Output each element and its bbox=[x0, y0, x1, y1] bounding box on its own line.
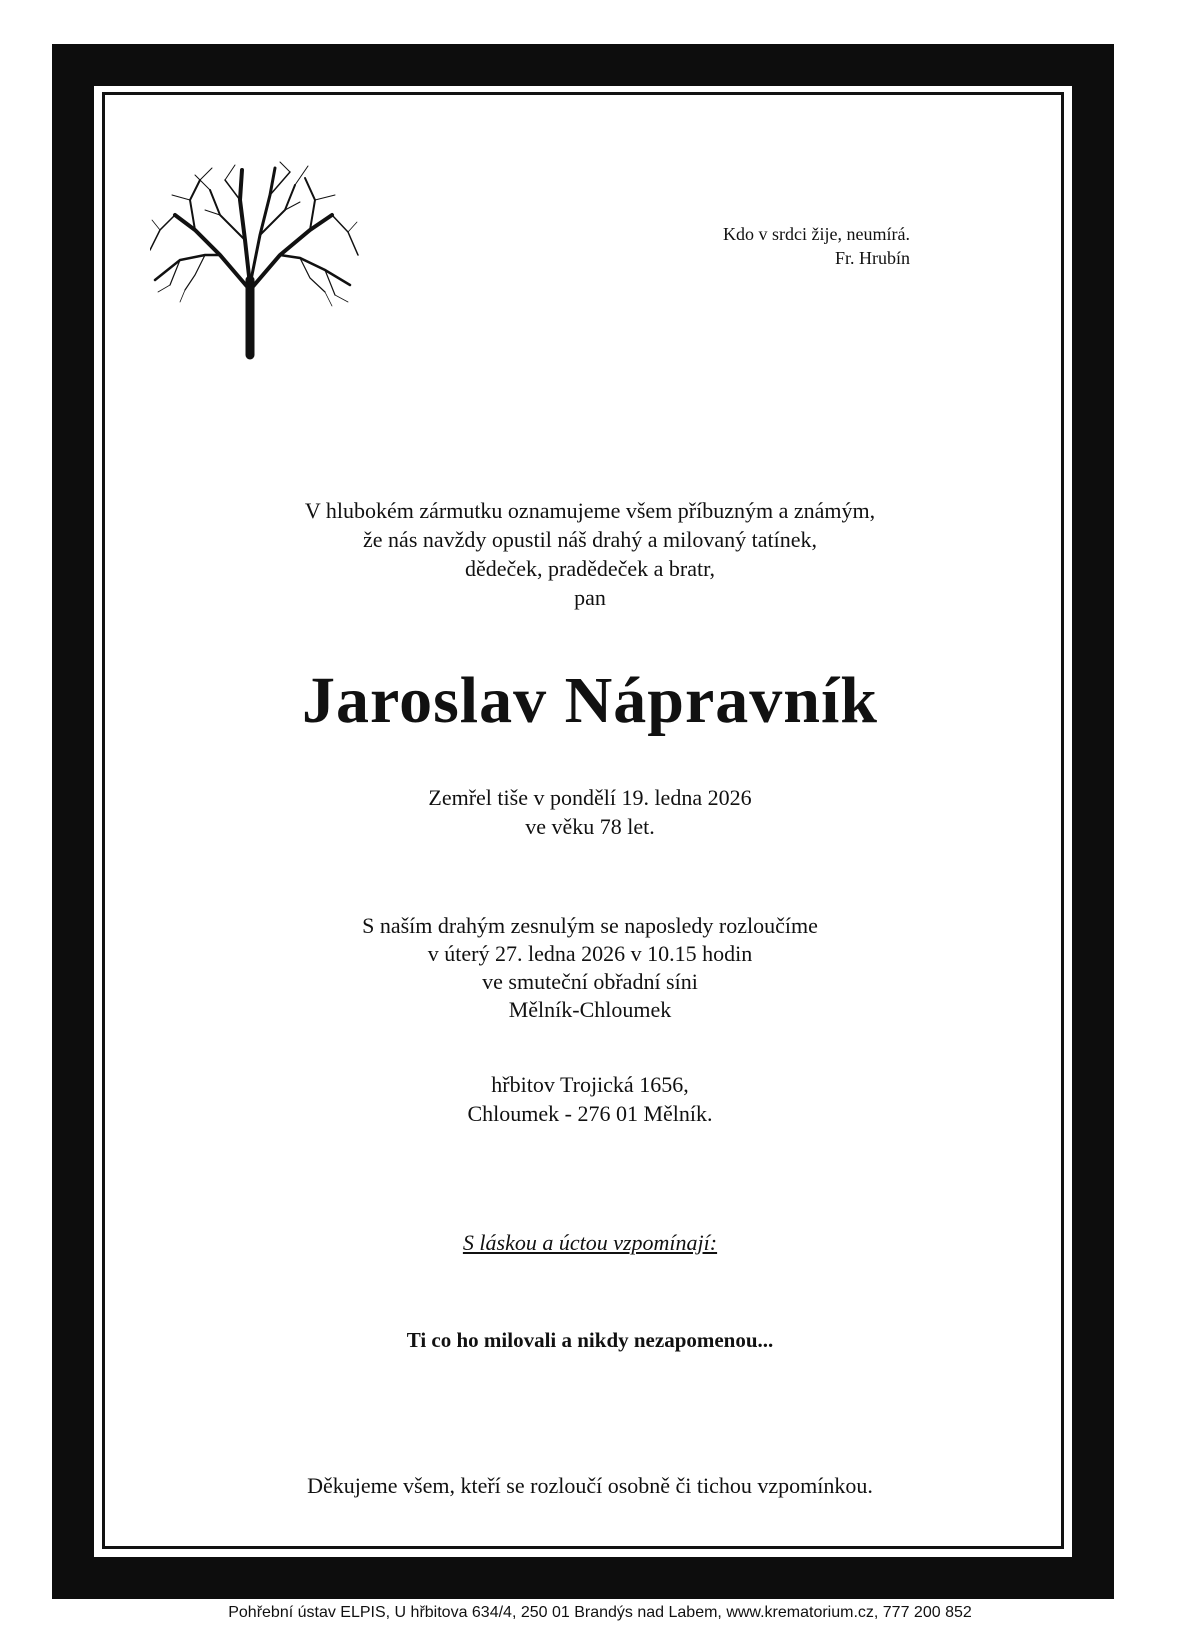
motto-quote bbox=[710, 222, 910, 270]
death-date: Zemřel tiše v pondělí 19. ledna 2026 bbox=[428, 785, 752, 810]
motto-author: Fr. Hrubín bbox=[834, 248, 910, 268]
farewell-line: ve smuteční obřadní síni bbox=[482, 969, 698, 994]
thanks-text: Děkujeme všem, kteří se rozloučí osobně či tichou vzpomínkou. bbox=[307, 1473, 873, 1498]
farewell-info bbox=[120, 912, 1060, 1024]
cemetery-address bbox=[120, 1070, 1060, 1128]
announcement-line: že nás navždy opustil náš drahý a milovaný tatínek, bbox=[363, 527, 817, 552]
announcement-text bbox=[120, 496, 1060, 612]
announcement-line: dědeček, pradědeček a bratr, bbox=[464, 556, 716, 581]
announcement-line: pan bbox=[574, 585, 606, 610]
address-line: Chloumek - 276 01 Mělník. bbox=[467, 1101, 713, 1126]
remembrance-heading: S láskou a úctou vzpomínají: bbox=[462, 1230, 718, 1255]
bare-tree-icon bbox=[150, 160, 360, 360]
funeral-home-footer: Pohřební ústav ELPIS, U hřbitova 634/4, 250 01 Brandýs nad Labem, www.krematorium.cz, 777 200 852 bbox=[228, 1604, 972, 1621]
address-line: hřbitov Trojická 1656, bbox=[491, 1072, 689, 1097]
farewell-line: S naším drahým zesnulým se naposledy rozloučíme bbox=[362, 913, 818, 938]
announcement-line: V hlubokém zármutku oznamujeme všem příbuzným a známým, bbox=[304, 498, 876, 523]
farewell-line: Mělník-Chloumek bbox=[508, 997, 672, 1022]
motto-text: Kdo v srdci žije, neumírá. bbox=[723, 224, 910, 244]
death-info bbox=[120, 783, 1060, 841]
death-age: ve věku 78 let. bbox=[525, 814, 655, 839]
farewell-line: v úterý 27. ledna 2026 v 10.15 hodin bbox=[427, 941, 753, 966]
mourners-text: Ti co ho milovali a nikdy nezapomenou... bbox=[406, 1328, 774, 1352]
deceased-name: Jaroslav Nápravník bbox=[301, 664, 879, 737]
